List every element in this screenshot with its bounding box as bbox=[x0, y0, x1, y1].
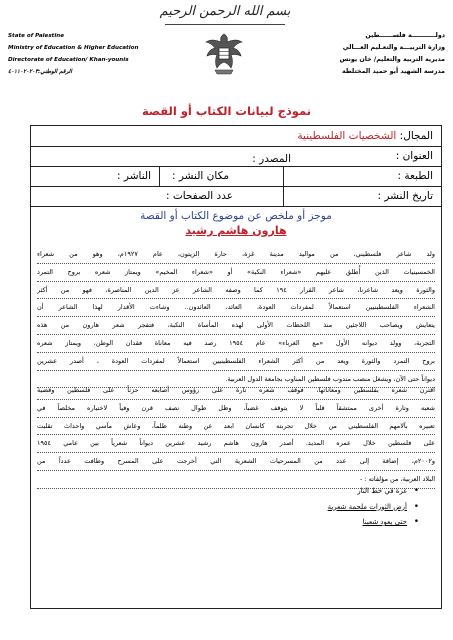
header-english bbox=[8, 30, 158, 78]
place-label: مكان النشر : bbox=[172, 170, 229, 182]
basmala-calligraphy: بسم الله الرحمن الرحيم bbox=[159, 4, 291, 19]
table-divider bbox=[31, 186, 441, 187]
summary-heading: موجز أو ملخص عن موضوع الكتاب أو القصة bbox=[140, 210, 332, 222]
header-en-line: Directorate of Education/ Khan-younis bbox=[8, 57, 129, 63]
text-line: يتعايش ويصاحب اللاجئين منذ اللحظات الأولى لهذه المأساة النكبة، فتفجر شعر هارون من هذه bbox=[37, 317, 435, 335]
header-ar-line: مدرسة الشهيد أبو حميد المختلطة bbox=[341, 68, 445, 75]
text-line: تعبيره بآلامهم الفلسطيني من خلال تجربته كانسان ابعد عن وطنه ظلماً، وعاش مآسي واحداث تقلبت bbox=[37, 418, 435, 436]
table-divider bbox=[31, 146, 441, 147]
header-arabic bbox=[295, 30, 445, 78]
page-title: نموذج لبيانات الكتاب أو القصة bbox=[141, 104, 312, 118]
text-line: التجربة، وولد ديوانه الأول «مع الغرباء» عام ١٩٥٤ رصد فيه معاناة فقدان الوطن، ويمتاز شعره bbox=[37, 335, 435, 353]
list-item: • حتى يعود شعبنا bbox=[328, 515, 419, 531]
text-line: على فلسطين خلال عمره المديد. أصدر هارون هاشم رشيد عشرين ديواناً شعرياً بين عامي ١٩٥٤ bbox=[37, 435, 435, 453]
date-label: تاريخ النشر : bbox=[377, 190, 433, 202]
text-line: شعبه وتارة أخرى ممتشقاً قلباً لا يتوقف غضباً، وظل طوال نصف قرن وفياً لاختياره مخلصاً في bbox=[37, 400, 435, 418]
basmala-underline bbox=[165, 24, 285, 25]
person-name: هارون هاشم رشيد bbox=[185, 224, 287, 237]
text-line: الخمسينيات الذين أُطلق عليهم «شعراء النكبة» أو «شعراء المخيم» ويمتاز شعره بروح التمرد bbox=[37, 264, 435, 282]
palestine-eagle-emblem-icon bbox=[203, 30, 245, 76]
text-line: ولد شاعر فلسطيني، من مواليد مدينة غزة، حارة الزيتون، عام ١٩٢٧م، وهو من شعراء bbox=[37, 246, 435, 264]
header-en-line: الرقم الوطني:٤٠١١٠٢٠٢٠٣ bbox=[8, 69, 72, 75]
pages-label: عدد الصفحات : bbox=[165, 190, 233, 202]
works-list bbox=[328, 484, 419, 531]
source-label: المصدر : bbox=[252, 153, 291, 165]
header-ar-line: دولـــــــــــة فلســــــطين bbox=[365, 32, 445, 39]
list-item: • غزة في خط النار bbox=[328, 484, 419, 500]
text-line: بروح التمرد والثورة ويعد من أكثر الشعراء الفلسطينيين استعمالاً لمفردات العودة ، أصدر عشرين bbox=[37, 353, 435, 371]
text-line: البلاد العربية، من مؤلفاته : - bbox=[37, 471, 435, 489]
header-en-line: Ministry of Education & Higher Education bbox=[8, 45, 139, 51]
biography-paragraph bbox=[37, 246, 435, 388]
publisher-label: الناشر : bbox=[117, 170, 151, 182]
header-en-line: State of Palestine bbox=[8, 33, 65, 39]
book-info-table bbox=[30, 125, 442, 609]
table-divider bbox=[31, 206, 441, 207]
text-line: الشعراء الفلسطينيين استعمالاً لمفردات العودة، العائد، العائدون.. وشاءت الأقدار لهذا الشاعر أن bbox=[37, 299, 435, 317]
poetry-paragraph bbox=[37, 382, 435, 489]
field-value: الشخصيات الفلسطينية bbox=[297, 130, 397, 142]
text-line: ديواناً حتى الآن، ويشغل منصب مندوب فلسطين المناوب بجامعة الدول العربية. bbox=[37, 371, 435, 389]
list-item: • أرض الثورات ملحمة شعرية bbox=[328, 500, 419, 516]
text-line: والثورة ويعد شاعرنا، شاعر القرار ١٩٤ كما وصفه الشاعر عز الدين المناصرة، فهو من أكثر bbox=[37, 282, 435, 300]
field-label: المجال: bbox=[399, 130, 433, 142]
field-row bbox=[297, 130, 433, 142]
header-ar-line: وزارة التربيـــة والتعـليم العـــالي bbox=[342, 44, 445, 51]
table-vdivider bbox=[159, 166, 160, 186]
text-line: و٢٠٠٢م، إضافة إلى عدد من المسرحيات الشعرية التي أخرجت على المسرح وطافت عدداً من bbox=[37, 453, 435, 471]
text-line: اقترن شعره بفلسطين ومعاناتها، فوقف شعره تارة على رؤوس أصابعه حزناً على فلسطين وقضية bbox=[37, 382, 435, 400]
header-ar-line: مديرية التربية والتعليم/ خان يونس bbox=[339, 56, 445, 63]
table-divider bbox=[31, 166, 441, 167]
title-label: العنوان : bbox=[395, 150, 433, 162]
edition-label: الطبعة : bbox=[397, 170, 433, 182]
